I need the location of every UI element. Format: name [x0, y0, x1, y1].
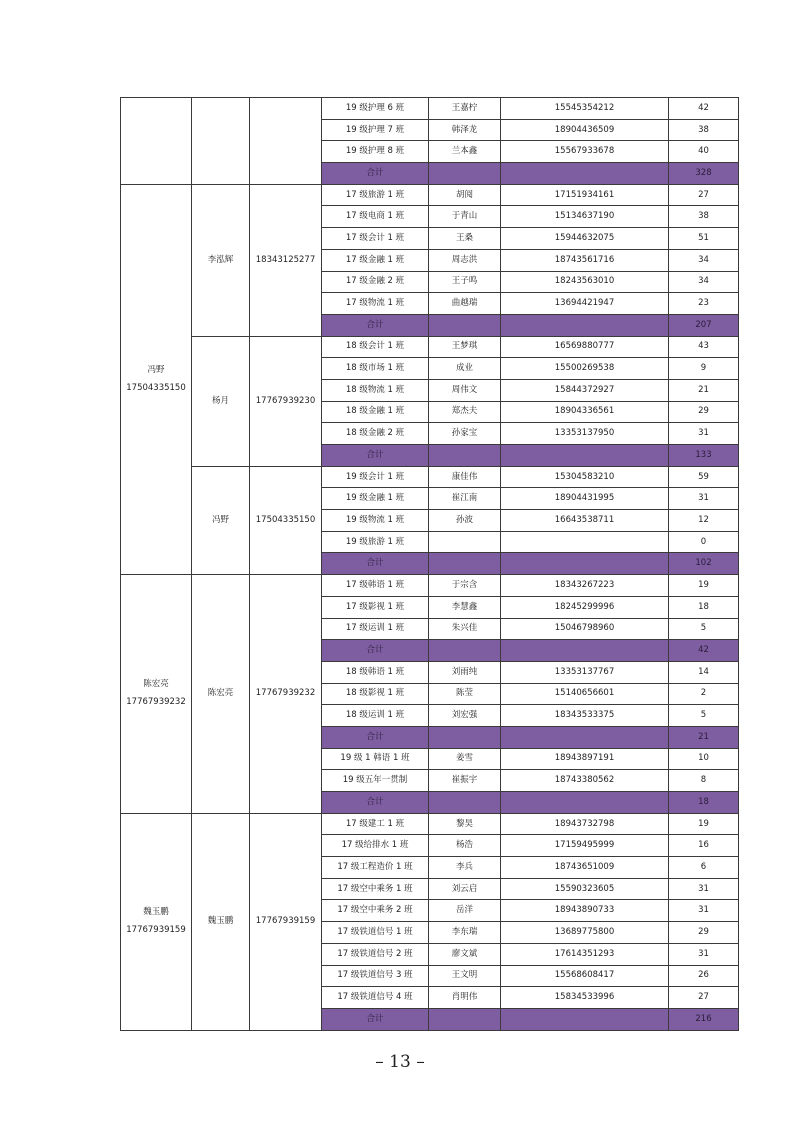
subtotal-label: 合计 — [322, 792, 429, 814]
class-name-cell: 18 级运训 1 班 — [322, 705, 429, 727]
monitor-cell: 肖明伟 — [429, 987, 501, 1009]
class-name-cell: 18 级韩语 1 班 — [322, 661, 429, 683]
supervisor-cell — [121, 575, 192, 814]
monitor-phone-cell: 13694421947 — [501, 293, 669, 315]
monitor-phone-cell: 15134637190 — [501, 206, 669, 228]
class-name-cell: 19 级护理 7 班 — [322, 119, 429, 141]
student-count-cell: 27 — [669, 184, 739, 206]
monitor-cell: 孙家宝 — [429, 423, 501, 445]
class-name-cell: 18 级市场 1 班 — [322, 358, 429, 380]
monitor-cell: 王子鸣 — [429, 271, 501, 293]
monitor-cell: 岳洋 — [429, 900, 501, 922]
class-name-cell: 17 级空中乘务 1 班 — [322, 878, 429, 900]
class-name-cell: 17 级工程造价 1 班 — [322, 857, 429, 879]
class-name-cell: 19 级五年一贯制 — [322, 770, 429, 792]
monitor-phone-cell: 13689775800 — [501, 922, 669, 944]
student-count-cell: 9 — [669, 358, 739, 380]
monitor-cell: 孙波 — [429, 510, 501, 532]
table-row — [121, 184, 739, 206]
monitor-phone-cell: 17151934161 — [501, 184, 669, 206]
student-count-cell: 42 — [669, 98, 739, 120]
monitor-phone-cell: 15944632075 — [501, 228, 669, 250]
class-name-cell: 19 级 1 韩语 1 班 — [322, 748, 429, 770]
student-count-cell: 0 — [669, 531, 739, 553]
monitor-phone-cell: 17614351293 — [501, 943, 669, 965]
monitor-cell: 杨浩 — [429, 835, 501, 857]
student-count-cell: 29 — [669, 922, 739, 944]
monitor-phone-cell: 15304583210 — [501, 466, 669, 488]
monitor-cell — [429, 163, 501, 185]
monitor-cell: 崔振宇 — [429, 770, 501, 792]
monitor-cell: 崔江南 — [429, 488, 501, 510]
student-count-cell: 12 — [669, 510, 739, 532]
supervisor-cell — [121, 184, 192, 574]
student-count-cell: 26 — [669, 965, 739, 987]
student-count-cell: 6 — [669, 857, 739, 879]
student-count-cell: 31 — [669, 878, 739, 900]
monitor-phone-cell: 18943897191 — [501, 748, 669, 770]
class-roster-table — [120, 97, 739, 1031]
counselor-phone: 17767939159 — [250, 813, 322, 1030]
student-count-cell: 5 — [669, 705, 739, 727]
phone-cell — [501, 553, 669, 575]
counselor-name: 陈宏亮 — [192, 575, 250, 814]
counselor-name — [192, 98, 250, 185]
monitor-phone-cell: 18943890733 — [501, 900, 669, 922]
table-row — [121, 575, 739, 597]
student-count-cell: 5 — [669, 618, 739, 640]
student-count-cell: 29 — [669, 401, 739, 423]
counselor-phone: 17767939230 — [250, 336, 322, 466]
monitor-cell: 陈莹 — [429, 683, 501, 705]
class-name-cell: 17 级建工 1 班 — [322, 813, 429, 835]
counselor-phone — [250, 98, 322, 185]
phone-cell — [501, 314, 669, 336]
monitor-phone-cell: 18904431995 — [501, 488, 669, 510]
monitor-cell: 于宗含 — [429, 575, 501, 597]
monitor-cell — [429, 553, 501, 575]
monitor-phone-cell: 18243563010 — [501, 271, 669, 293]
monitor-cell — [429, 792, 501, 814]
monitor-cell: 成业 — [429, 358, 501, 380]
counselor-phone: 18343125277 — [250, 184, 322, 336]
class-name-cell: 17 级给排水 1 班 — [322, 835, 429, 857]
class-name-cell: 17 级铁道信号 2 班 — [322, 943, 429, 965]
monitor-cell — [429, 531, 501, 553]
class-name-cell: 19 级旅游 1 班 — [322, 531, 429, 553]
class-name-cell: 17 级空中乘务 2 班 — [322, 900, 429, 922]
monitor-phone-cell: 13353137950 — [501, 423, 669, 445]
student-count-cell: 38 — [669, 119, 739, 141]
subtotal-count: 207 — [669, 314, 739, 336]
monitor-cell: 王桑 — [429, 228, 501, 250]
class-name-cell: 19 级护理 8 班 — [322, 141, 429, 163]
page-number: – 13 – — [375, 1052, 425, 1072]
monitor-cell — [429, 314, 501, 336]
monitor-cell — [429, 726, 501, 748]
class-name-cell: 19 级物流 1 班 — [322, 510, 429, 532]
monitor-phone-cell: 15140656601 — [501, 683, 669, 705]
student-count-cell: 27 — [669, 987, 739, 1009]
phone-cell — [501, 640, 669, 662]
monitor-phone-cell: 15545354212 — [501, 98, 669, 120]
monitor-cell: 廖文斌 — [429, 943, 501, 965]
monitor-phone-cell: 15590323605 — [501, 878, 669, 900]
supervisor-phone: 17767939232 — [126, 697, 186, 708]
student-count-cell: 31 — [669, 423, 739, 445]
monitor-cell: 李东瑞 — [429, 922, 501, 944]
table-row — [121, 336, 739, 358]
monitor-cell: 周志洪 — [429, 249, 501, 271]
subtotal-count: 21 — [669, 726, 739, 748]
student-count-cell: 34 — [669, 271, 739, 293]
monitor-phone-cell — [501, 531, 669, 553]
class-name-cell: 17 级铁道信号 4 班 — [322, 987, 429, 1009]
monitor-cell: 康佳伟 — [429, 466, 501, 488]
subtotal-count: 42 — [669, 640, 739, 662]
monitor-phone-cell: 16643538711 — [501, 510, 669, 532]
subtotal-count: 133 — [669, 445, 739, 467]
monitor-cell: 李兵 — [429, 857, 501, 879]
monitor-phone-cell: 18904336561 — [501, 401, 669, 423]
monitor-cell: 刘雨纯 — [429, 661, 501, 683]
monitor-phone-cell: 18743651009 — [501, 857, 669, 879]
monitor-cell: 韩泽龙 — [429, 119, 501, 141]
supervisor-name: 冯野 — [147, 364, 165, 375]
student-count-cell: 10 — [669, 748, 739, 770]
monitor-phone-cell: 18743380562 — [501, 770, 669, 792]
counselor-name: 冯野 — [192, 466, 250, 574]
supervisor-phone: 17504335150 — [126, 382, 186, 393]
monitor-cell: 黎昊 — [429, 813, 501, 835]
monitor-cell: 王梦琪 — [429, 336, 501, 358]
phone-cell — [501, 1008, 669, 1030]
student-count-cell: 34 — [669, 249, 739, 271]
supervisor-cell — [121, 98, 192, 185]
monitor-phone-cell: 18904436509 — [501, 119, 669, 141]
monitor-cell — [429, 1008, 501, 1030]
monitor-cell: 刘宏强 — [429, 705, 501, 727]
monitor-cell: 刘云启 — [429, 878, 501, 900]
counselor-name: 杨月 — [192, 336, 250, 466]
class-name-cell: 19 级护理 6 班 — [322, 98, 429, 120]
class-name-cell: 19 级金融 1 班 — [322, 488, 429, 510]
monitor-phone-cell: 18343267223 — [501, 575, 669, 597]
monitor-cell: 王文明 — [429, 965, 501, 987]
student-count-cell: 31 — [669, 488, 739, 510]
monitor-cell — [429, 445, 501, 467]
monitor-phone-cell: 18245299996 — [501, 596, 669, 618]
monitor-cell: 胡阅 — [429, 184, 501, 206]
counselor-phone: 17504335150 — [250, 466, 322, 574]
monitor-cell: 李慧鑫 — [429, 596, 501, 618]
monitor-phone-cell: 13353137767 — [501, 661, 669, 683]
monitor-phone-cell: 15834533996 — [501, 987, 669, 1009]
monitor-phone-cell: 15046798960 — [501, 618, 669, 640]
table-row — [121, 466, 739, 488]
class-name-cell: 17 级旅游 1 班 — [322, 184, 429, 206]
monitor-cell: 于青山 — [429, 206, 501, 228]
student-count-cell: 31 — [669, 943, 739, 965]
monitor-phone-cell: 15500269538 — [501, 358, 669, 380]
student-count-cell: 38 — [669, 206, 739, 228]
class-name-cell: 17 级影视 1 班 — [322, 596, 429, 618]
student-count-cell: 8 — [669, 770, 739, 792]
class-name-cell: 17 级会计 1 班 — [322, 228, 429, 250]
monitor-cell — [429, 640, 501, 662]
student-count-cell: 18 — [669, 596, 739, 618]
subtotal-count: 102 — [669, 553, 739, 575]
student-count-cell: 23 — [669, 293, 739, 315]
student-count-cell: 19 — [669, 813, 739, 835]
monitor-cell: 郑杰夫 — [429, 401, 501, 423]
counselor-name: 魏玉鹏 — [192, 813, 250, 1030]
monitor-cell: 周伟文 — [429, 379, 501, 401]
class-name-cell: 17 级电商 1 班 — [322, 206, 429, 228]
subtotal-label: 合计 — [322, 553, 429, 575]
class-name-cell: 17 级韩语 1 班 — [322, 575, 429, 597]
monitor-phone-cell: 15844372927 — [501, 379, 669, 401]
student-count-cell: 31 — [669, 900, 739, 922]
monitor-cell: 姜雪 — [429, 748, 501, 770]
subtotal-label: 合计 — [322, 314, 429, 336]
class-name-cell: 17 级金融 1 班 — [322, 249, 429, 271]
class-name-cell: 18 级金融 1 班 — [322, 401, 429, 423]
monitor-cell: 朱兴佳 — [429, 618, 501, 640]
student-count-cell: 40 — [669, 141, 739, 163]
supervisor-name: 魏玉鹏 — [143, 907, 169, 918]
student-count-cell: 51 — [669, 228, 739, 250]
subtotal-count: 216 — [669, 1008, 739, 1030]
phone-cell — [501, 726, 669, 748]
student-count-cell: 14 — [669, 661, 739, 683]
monitor-cell: 兰本鑫 — [429, 141, 501, 163]
student-count-cell: 16 — [669, 835, 739, 857]
class-name-cell: 17 级运训 1 班 — [322, 618, 429, 640]
subtotal-label: 合计 — [322, 726, 429, 748]
counselor-name: 李泓辉 — [192, 184, 250, 336]
student-count-cell: 43 — [669, 336, 739, 358]
class-name-cell: 18 级物流 1 班 — [322, 379, 429, 401]
class-name-cell: 17 级金融 2 班 — [322, 271, 429, 293]
phone-cell — [501, 445, 669, 467]
subtotal-label: 合计 — [322, 163, 429, 185]
table-row — [121, 98, 739, 120]
subtotal-count: 18 — [669, 792, 739, 814]
counselor-phone: 17767939232 — [250, 575, 322, 814]
student-count-cell: 19 — [669, 575, 739, 597]
monitor-phone-cell: 18743561716 — [501, 249, 669, 271]
supervisor-phone: 17767939159 — [126, 925, 186, 936]
phone-cell — [501, 792, 669, 814]
monitor-phone-cell: 17159495999 — [501, 835, 669, 857]
class-name-cell: 17 级铁道信号 1 班 — [322, 922, 429, 944]
supervisor-cell — [121, 813, 192, 1030]
subtotal-count: 328 — [669, 163, 739, 185]
monitor-phone-cell: 18943732798 — [501, 813, 669, 835]
monitor-cell: 曲越瑞 — [429, 293, 501, 315]
class-name-cell: 19 级会计 1 班 — [322, 466, 429, 488]
class-name-cell: 18 级影视 1 班 — [322, 683, 429, 705]
class-name-cell: 17 级物流 1 班 — [322, 293, 429, 315]
phone-cell — [501, 163, 669, 185]
student-count-cell: 59 — [669, 466, 739, 488]
monitor-phone-cell: 18343533375 — [501, 705, 669, 727]
monitor-phone-cell: 16569880777 — [501, 336, 669, 358]
class-name-cell: 17 级铁道信号 3 班 — [322, 965, 429, 987]
table-row — [121, 813, 739, 835]
monitor-phone-cell: 15568608417 — [501, 965, 669, 987]
class-name-cell: 18 级会计 1 班 — [322, 336, 429, 358]
class-name-cell: 18 级金融 2 班 — [322, 423, 429, 445]
monitor-phone-cell: 15567933678 — [501, 141, 669, 163]
supervisor-name: 陈宏亮 — [143, 679, 169, 690]
subtotal-label: 合计 — [322, 640, 429, 662]
student-count-cell: 2 — [669, 683, 739, 705]
subtotal-label: 合计 — [322, 1008, 429, 1030]
subtotal-label: 合计 — [322, 445, 429, 467]
monitor-cell: 王嘉柠 — [429, 98, 501, 120]
student-count-cell: 21 — [669, 379, 739, 401]
